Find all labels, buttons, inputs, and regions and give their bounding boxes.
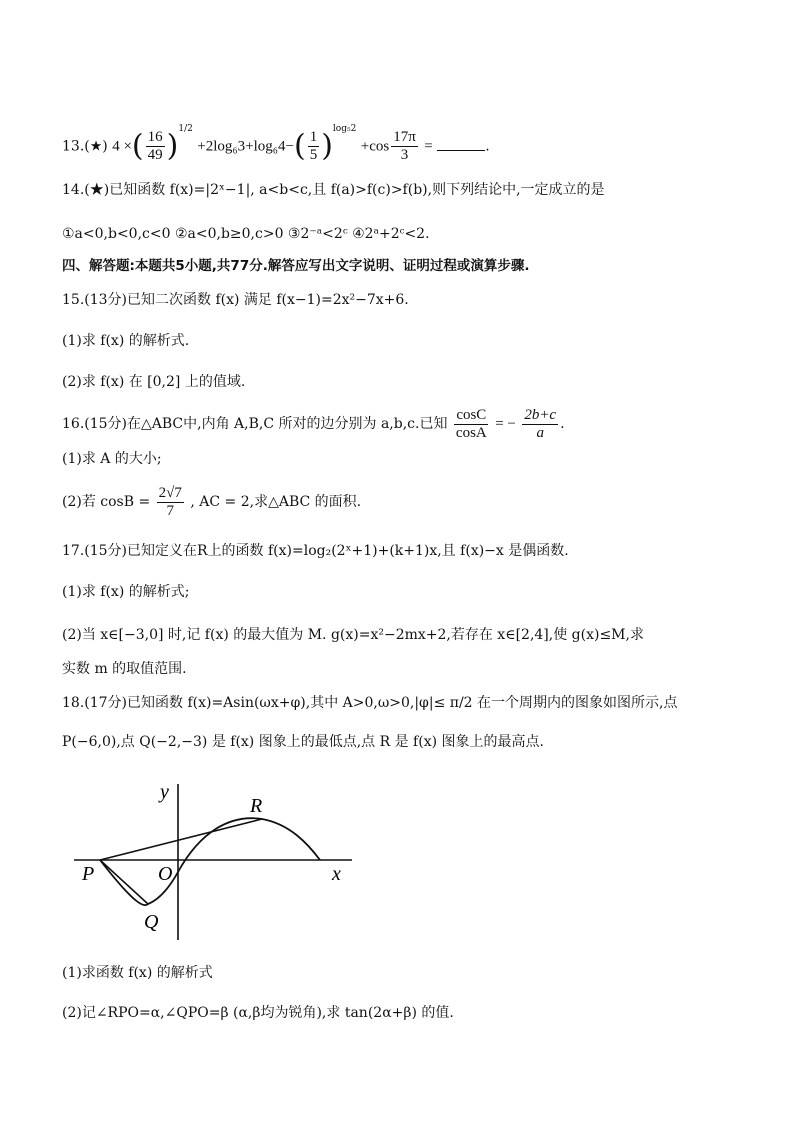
question-16-part-1: (1)求 A 的大小; bbox=[62, 451, 162, 467]
question-17-part-2-line-2: 实数 m 的取值范围. bbox=[62, 661, 187, 677]
question-15-stem: 15.(13分)已知二次函数 f(x) 满足 f(x−1)=2x²−7x+6. bbox=[62, 292, 409, 308]
q16-stem-text: 16.(15分)在△ABC中,内角 A,B,C 所对的边分别为 a,b,c.已知 bbox=[62, 416, 448, 432]
q13-frac-16-49: $\frac{16}{49}$ bbox=[147, 129, 163, 164]
q16-p2-text-b: , AC = 2,求△ABC 的面积. bbox=[190, 494, 362, 510]
q18-sine-figure bbox=[0, 772, 794, 972]
q13-frac-1-5: $\frac{1}{5}$ bbox=[309, 129, 318, 164]
q13-exp-1: 1/2 bbox=[178, 124, 193, 134]
q16-p2-text-a: (2)若 cosB = bbox=[62, 494, 151, 510]
q16-frac-2b-c: $\frac{2b+c}{a}$ bbox=[524, 406, 557, 441]
q13-end: . bbox=[485, 138, 490, 155]
q13-exp-2: log₅2 bbox=[332, 124, 357, 134]
q13-frac-17pi-3: $\frac{17\pi}{3}$ bbox=[393, 129, 416, 164]
q13-answer-blank bbox=[437, 138, 485, 151]
sine-curve bbox=[100, 818, 320, 905]
question-15-part-1: (1)求 f(x) 的解析式. bbox=[62, 333, 190, 349]
q16-frac-cos: $\frac{\cos C}{\cos A}$ bbox=[455, 406, 487, 441]
question-14-stem: 14.(★)已知函数 f(x)=|2ˣ−1|, a<b<c,且 f(a)>f(c)>f(b),则下列结论中,一定成立的是 bbox=[62, 182, 605, 198]
segment-PQ bbox=[100, 860, 148, 904]
q16-eq: = − bbox=[495, 416, 516, 432]
q13-number: 13.(★) bbox=[62, 138, 108, 155]
q13-expr-c: +cos bbox=[360, 138, 390, 155]
question-18-part-1: (1)求函数 f(x) 的解析式 bbox=[62, 965, 213, 981]
question-16-stem bbox=[62, 404, 764, 444]
q13-expr-d: = bbox=[424, 138, 433, 155]
q13-expr-b: +2log₆3+log₆4− bbox=[197, 138, 294, 155]
label-P: P bbox=[82, 863, 95, 885]
question-17-part-2-line-1: (2)当 x∈[−3,0] 时,记 f(x) 的最大值为 M. g(x)=x²−2mx+2,若存在 x∈[2,4],使 g(x)≤M,求 bbox=[62, 627, 644, 643]
section-4-heading: 四、解答题:本题共5小题,共77分.解答应写出文字说明、证明过程或演算步骤. bbox=[62, 258, 530, 274]
label-O: O bbox=[158, 863, 173, 885]
q16-frac-2sqrt7-7: $\frac{2√7}{7}$ bbox=[158, 484, 182, 519]
label-y: y bbox=[160, 781, 169, 803]
q13-expr-a: 4 × bbox=[112, 138, 132, 155]
question-17-stem: 17.(15分)已知定义在R上的函数 f(x)=log₂(2ˣ+1)+(k+1)x,且 f(x)−x 是偶函数. bbox=[62, 543, 569, 559]
label-Q: Q bbox=[144, 911, 159, 933]
question-15-part-2: (2)求 f(x) 在 [0,2] 上的值域. bbox=[62, 374, 246, 390]
q16-stem-end: . bbox=[560, 416, 565, 432]
question-18-part-2: (2)记∠RPO=α,∠QPO=β (α,β均为锐角),求 tan(2α+β) 的值. bbox=[62, 1005, 454, 1021]
question-14-options: ①a<0,b<0,c<0 ②a<0,b≥0,c>0 ③2⁻ᵃ<2ᶜ ④2ᵃ+2ᶜ<2. bbox=[62, 226, 430, 242]
question-18-stem-line-2: P(−6,0),点 Q(−2,−3) 是 f(x) 图象上的最低点,点 R 是 f(x) 图象上的最高点. bbox=[62, 734, 544, 750]
segment-PR bbox=[100, 819, 262, 860]
question-18-stem-line-1: 18.(17分)已知函数 f(x)=Asin(ωx+φ),其中 A>0,ω>0,|φ|≤ π/2 在一个周期内的图象如图所示,点 bbox=[62, 695, 678, 711]
question-16-part-2 bbox=[62, 482, 764, 522]
question-13: 13.(★) 4 ×( $\frac{16}{49}$ )$^{1/2}$ +2log₆3+log₆4−( $\frac{1}{5}$ )$^{log_52}$ +cos $\frac{17\pi}{3}$ = . bbox=[62, 124, 490, 164]
label-R: R bbox=[250, 795, 263, 817]
question-17-part-1: (1)求 f(x) 的解析式; bbox=[62, 584, 190, 600]
label-x: x bbox=[332, 863, 341, 885]
